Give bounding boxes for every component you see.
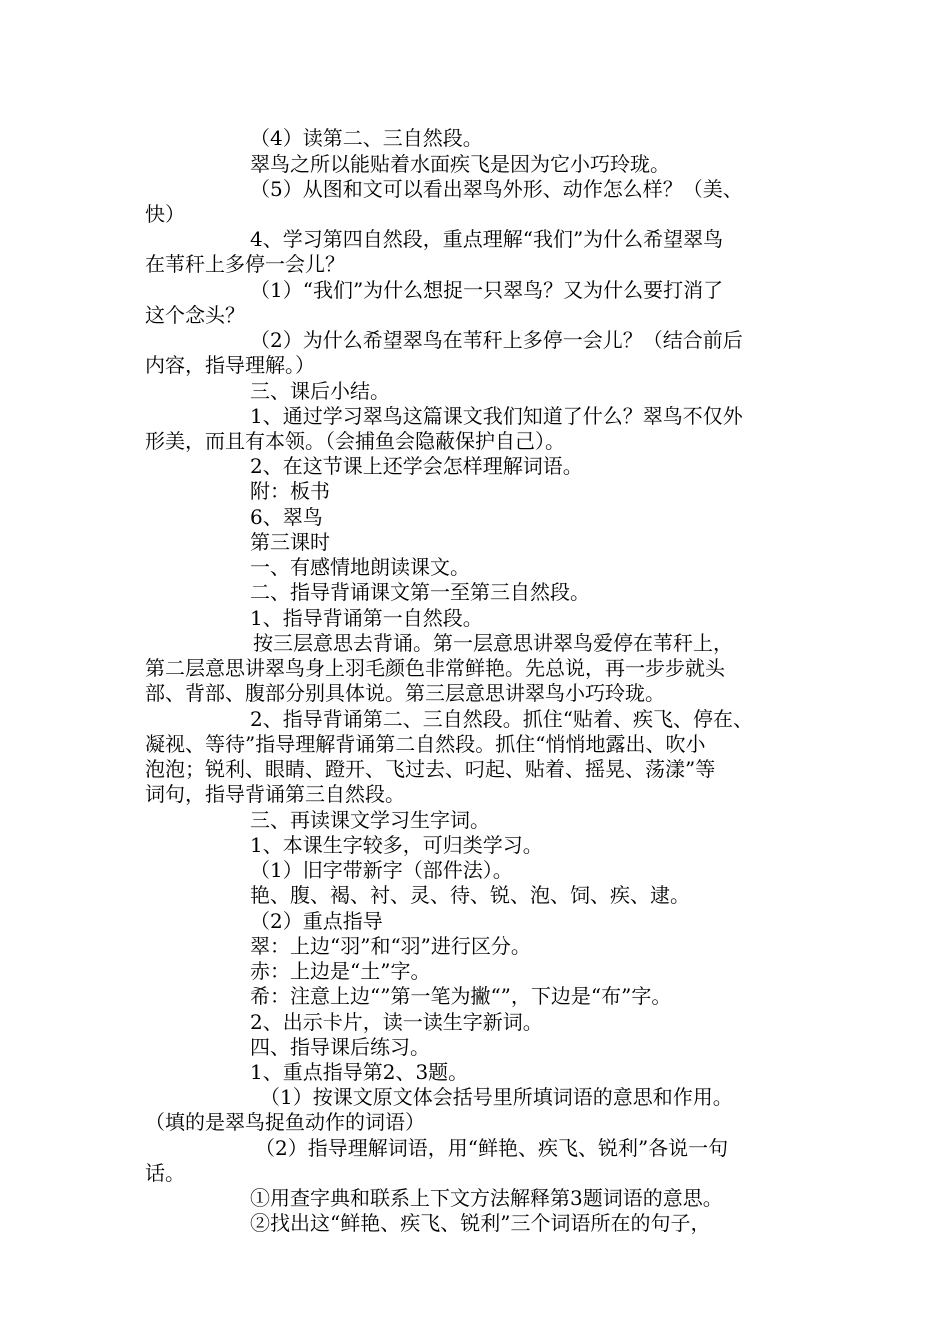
text-line: 1、本课生字较多，可归类学习。 <box>250 833 543 857</box>
text-line: （1）旧字带新字（部件法）。 <box>250 858 513 882</box>
section-heading: 三、再读课文学习生字词。 <box>250 808 490 832</box>
text-line: 翠：上边“羽”和“羽”进行区分。 <box>250 934 531 958</box>
text-line: 6、翠鸟 <box>250 505 323 529</box>
text-line: 这个念头？ <box>145 303 245 327</box>
text-line: 4、学习第四自然段，重点理解“我们”为什么希望翠鸟 <box>250 227 724 251</box>
text-line: 2、指导背诵第二、三自然段。抓住“贴着、疾飞、停在、 <box>250 707 753 731</box>
text-line: （1）按课文原文体会括号里所填词语的意思和作用。 <box>260 1085 733 1109</box>
text-line: 赤：上边是“土”字。 <box>250 959 431 983</box>
text-line: ②找出这“鲜艳、疾飞、锐利”三个词语所在的句子， <box>250 1211 711 1235</box>
text-line: （5）从图和文可以看出翠鸟外形、动作怎么样？（美、 <box>250 177 743 201</box>
text-line: 2、出示卡片，读一读生字新词。 <box>250 1010 543 1034</box>
text-line: 附：板书 <box>250 479 330 503</box>
text-line: （2）重点指导 <box>250 909 383 933</box>
text-line: 希：注意上边“”第一笔为撇“”，下边是“布”字。 <box>250 984 672 1008</box>
text-line: （2）指导理解词语，用“鲜艳、疾飞、锐利”各说一句 <box>255 1136 729 1160</box>
text-line: 凝视、等待”指导理解背诵第二自然段。抓住“悄悄地露出、吹小 <box>145 732 706 756</box>
text-line: 2、在这节课上还学会怎样理解词语。 <box>250 454 583 478</box>
text-line: （4）读第二、三自然段。 <box>250 126 483 150</box>
text-line: ①用查字典和联系上下文方法解释第3题词语的意思。 <box>250 1186 723 1210</box>
text-line: （1）“我们”为什么想捉一只翠鸟？又为什么要打消了 <box>250 278 724 302</box>
text-line: 快） <box>145 202 185 226</box>
text-line: 在苇秆上多停一会儿？ <box>145 252 345 276</box>
text-line: 内容，指导理解。） <box>145 353 315 377</box>
text-line: 部、背部、腹部分别具体说。第三层意思讲翠鸟小巧玲珑。 <box>145 681 665 705</box>
text-line: 词句，指导背诵第三自然段。 <box>145 782 405 806</box>
text-line: 第二层意思讲翠鸟身上羽毛颜色非常鲜艳。先总说，再一步步就头 <box>145 656 725 680</box>
section-heading: 二、指导背诵课文第一至第三自然段。 <box>250 580 590 604</box>
section-heading: 三、课后小结。 <box>250 379 390 403</box>
text-line: 形美，而且有本领。（会捕鱼会隐蔽保护自己）。 <box>145 429 565 453</box>
text-line: 话。 <box>145 1161 185 1185</box>
text-line: 1、重点指导第2、3题。 <box>250 1060 469 1084</box>
text-line: 1、指导背诵第一自然段。 <box>250 606 483 630</box>
text-line: 翠鸟之所以能贴着水面疾飞是因为它小巧玲珑。 <box>250 152 670 176</box>
text-line: 按三层意思去背诵。第一层意思讲翠鸟爱停在苇秆上， <box>253 631 733 655</box>
section-heading: 第三课时 <box>250 530 330 554</box>
section-heading: 四、指导课后练习。 <box>250 1035 430 1059</box>
text-line: 艳、腹、褐、衬、灵、待、锐、泡、饲、疾、逮。 <box>250 883 690 907</box>
text-line: 泡泡；锐利、眼睛、蹬开、飞过去、叼起、贴着、摇晃、荡漾”等 <box>145 757 716 781</box>
section-heading: 一、有感情地朗读课文。 <box>250 555 470 579</box>
text-line: 1、通过学习翠鸟这篇课文我们知道了什么？翠鸟不仅外 <box>250 404 743 428</box>
text-line: （填的是翠鸟捉鱼动作的词语） <box>145 1110 425 1134</box>
text-line: （2）为什么希望翠鸟在苇秆上多停一会儿？（结合前后 <box>250 328 743 352</box>
